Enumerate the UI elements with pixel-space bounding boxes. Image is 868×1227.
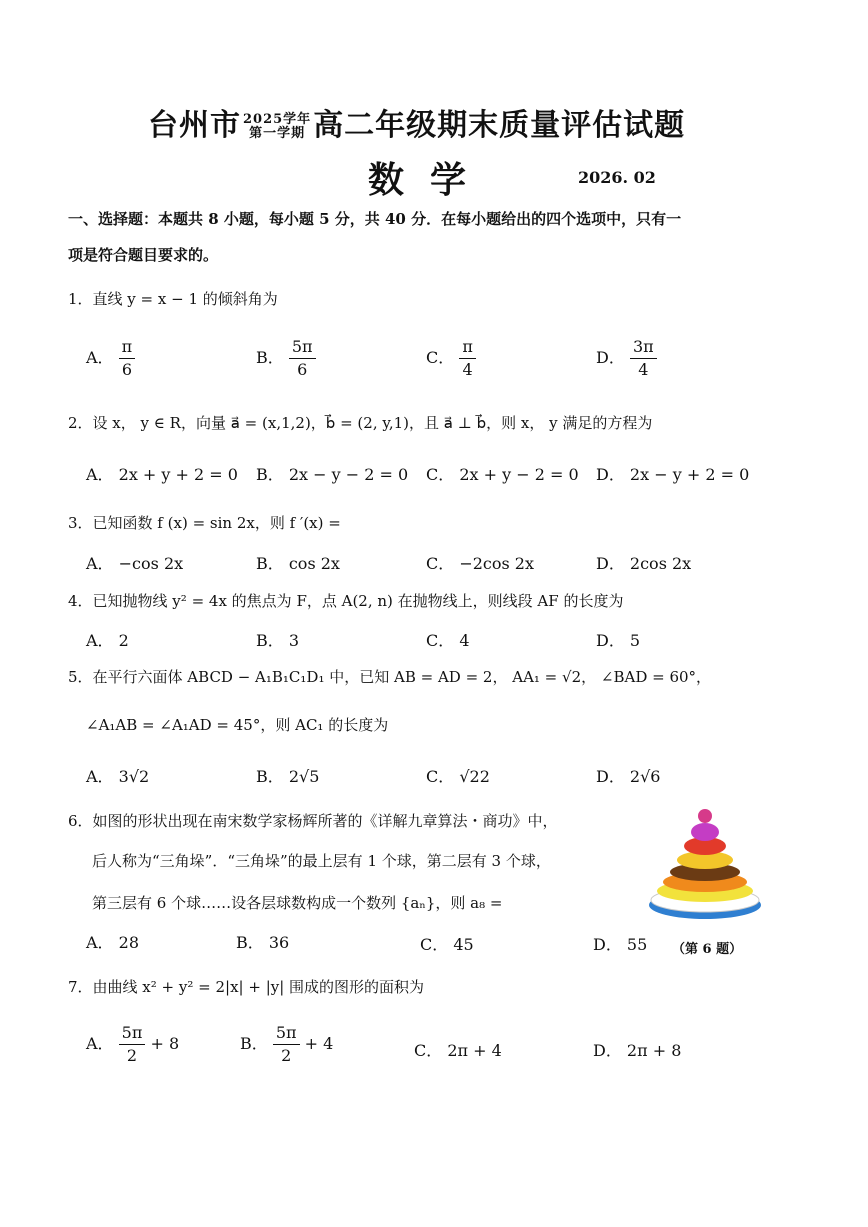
q7-option-c: C． 2π + 4 <box>414 1041 502 1060</box>
title-city: 台州市 <box>148 108 241 143</box>
q7-a-fraction: $\frac{5\pi}{2}$ <box>119 1022 146 1067</box>
pyramid-layer-1 <box>691 823 719 841</box>
ball-pyramid-figure <box>640 800 770 930</box>
q6-option-b: B． 36 <box>236 933 290 952</box>
q1-d-fraction: $\frac{3\pi}{4}$ <box>630 336 657 381</box>
q4-option-a: A． 2 <box>86 631 129 650</box>
q6-option-c: C． 45 <box>420 935 474 954</box>
q6-stem-line1: 6．如图的形状出现在南宋数学家杨辉所著的《详解九章算法・商功》中， <box>68 812 558 830</box>
q3-option-b: B． cos 2x <box>256 554 340 573</box>
section-instructions-line1: 一、选择题：本题共 8 小题，每小题 5 分，共 40 分．在每小题给出的四个选项中，只有一 <box>68 210 682 228</box>
q1-option-b: B． $\frac{5\pi}{6}$ <box>256 336 316 381</box>
q5-stem-line1: 5．在平行六面体 ABCD − A₁B₁C₁D₁ 中，已知 AB = AD = 2， AA₁ = √2， ∠BAD = 60°， <box>68 668 712 686</box>
q5-option-c: C． √22 <box>426 767 490 786</box>
q1-a-fraction: $\frac{\pi}{6}$ <box>119 336 136 381</box>
q7-option-a: A． $\frac{5\pi}{2}$ + 8 <box>86 1023 180 1065</box>
q3-option-c: C． −2cos 2x <box>426 554 535 573</box>
q1-stem: 1．直线 y = x − 1 的倾斜角为 <box>68 290 278 308</box>
q5-option-d: D． 2√6 <box>596 767 661 786</box>
q6-stem-line2: 后人称为“三角垛”．“三角垛”的最上层有 1 个球，第二层有 3 个球， <box>92 852 551 870</box>
q5-option-a: A． 3√2 <box>86 767 150 786</box>
q3-option-a: A． −cos 2x <box>86 554 184 573</box>
q6-stem-line3: 第三层有 6 个球……设各层球数构成一个数列 {aₙ}，则 a₈ = <box>92 894 503 912</box>
title-rest: 高二年级期末质量评估试题 <box>313 108 686 143</box>
q6-option-a: A． 28 <box>86 933 140 952</box>
q4-option-c: C． 4 <box>426 631 470 650</box>
q5-option-b: B． 2√5 <box>256 767 320 786</box>
q4-option-d: D． 5 <box>596 631 641 650</box>
q2-option-a: A． 2x + y + 2 = 0 <box>86 465 238 484</box>
q2-option-d: D． 2x − y + 2 = 0 <box>596 465 750 484</box>
q4-stem: 4．已知抛物线 y² = 4x 的焦点为 F，点 A(2, n) 在抛物线上，则线段 AF 的长度为 <box>68 592 624 610</box>
exam-date: 2026. 02 <box>578 168 656 187</box>
pyramid-top-ball <box>698 809 712 823</box>
q2-stem: 2．设 x， y ∈ R，向量 a⃗ = (x,1,2)，b⃗ = (2, y,1)，且 a⃗ ⊥ b⃗，则 x， y 满足的方程为 <box>68 414 653 432</box>
q1-option-c: C． $\frac{\pi}{4}$ <box>426 336 476 381</box>
q2-option-b: B． 2x − y − 2 = 0 <box>256 465 409 484</box>
q3-stem: 3．已知函数 f (x) = sin 2x，则 f ′(x) = <box>68 514 341 532</box>
q7-option-d: D． 2π + 8 <box>593 1041 682 1060</box>
title-term: 2025学年 第一学期 <box>243 112 312 141</box>
q1-option-a: A． $\frac{\pi}{6}$ <box>86 336 135 381</box>
exam-title <box>148 100 685 144</box>
q1-b-fraction: $\frac{5\pi}{6}$ <box>289 336 316 381</box>
q7-stem: 7．由曲线 x² + y² = 2|x| + |y| 围成的图形的面积为 <box>68 978 425 996</box>
q3-option-d: D． 2cos 2x <box>596 554 692 573</box>
q1-option-d: D． $\frac{3\pi}{4}$ <box>596 336 657 381</box>
section-instructions-line2: 项是符合题目要求的。 <box>68 246 219 264</box>
q1-c-fraction: $\frac{\pi}{4}$ <box>459 336 476 381</box>
q7-option-b: B． $\frac{5\pi}{2}$ + 4 <box>240 1023 334 1065</box>
q4-option-b: B． 3 <box>256 631 300 650</box>
subject-title: 数学 <box>368 159 493 201</box>
q6-option-d: D． 55 <box>593 935 648 954</box>
q2-option-c: C． 2x + y − 2 = 0 <box>426 465 579 484</box>
q7-b-fraction: $\frac{5\pi}{2}$ <box>273 1022 300 1067</box>
q5-stem-line2: ∠A₁AB = ∠A₁AD = 45°，则 AC₁ 的长度为 <box>86 716 389 734</box>
q6-figure-caption: （第 6 题） <box>672 942 743 957</box>
